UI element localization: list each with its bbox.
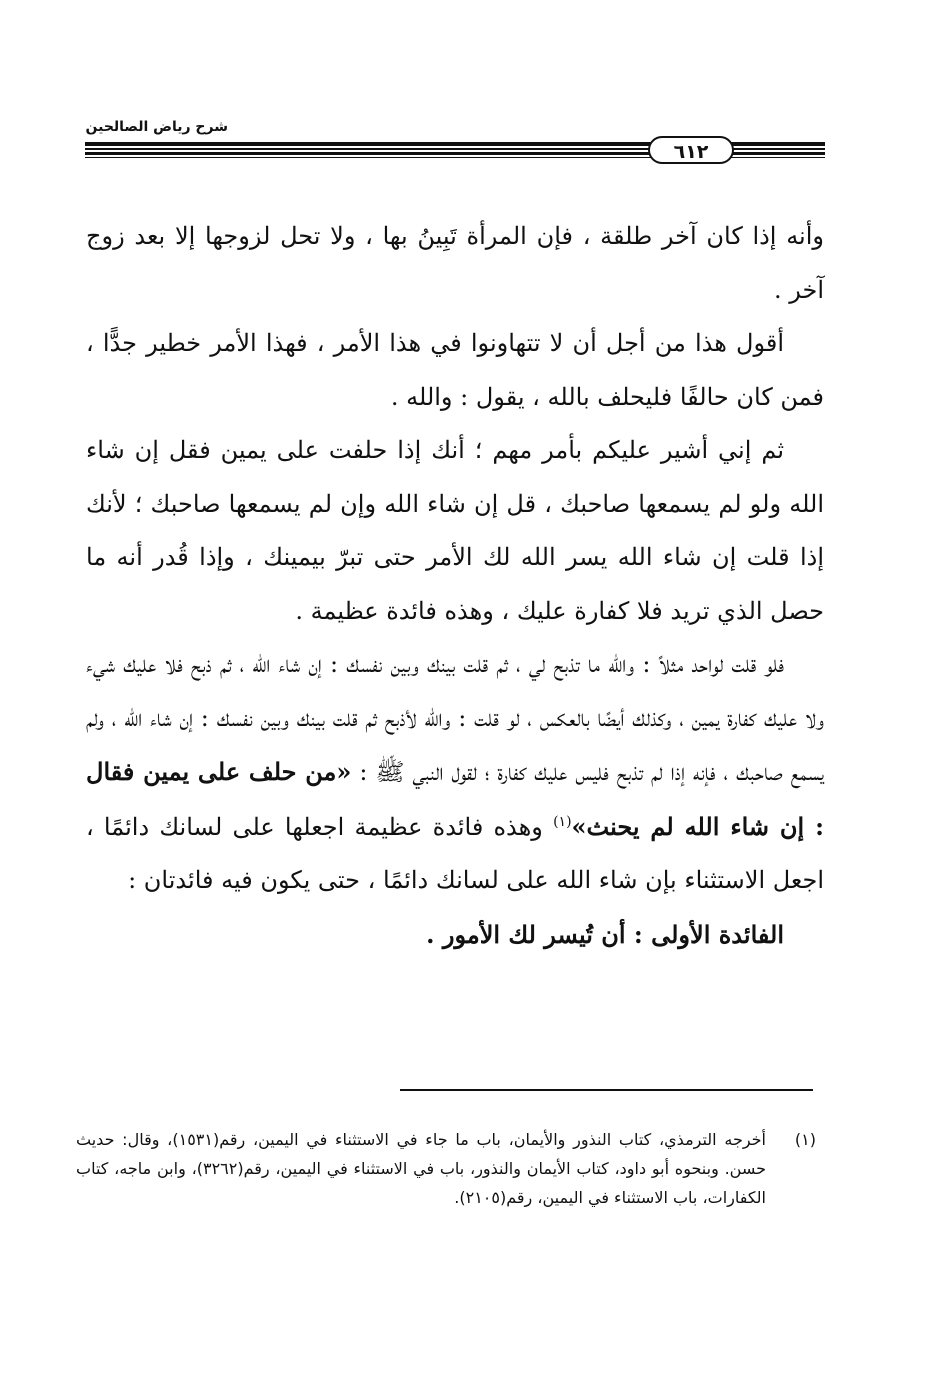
- footnote-reference: (١): [553, 813, 572, 830]
- main-text: [86, 210, 824, 961]
- running-title: شرح رياض الصالحين: [85, 119, 228, 135]
- paragraph-text: وهذه فائدة عظيمة اجعلها على لسانك دائمًا ، اجعل الاستثناء بإن شاء الله على لسانك دائمًا ، حتى يكون فيه فائدتان :: [86, 812, 824, 894]
- footnote-text: أخرجه الترمذي، كتاب النذور والأيمان، باب ما جاء في الاستثناء في اليمين، رقم(١٥٣١)، وقال: حديث حسن. وبنحوه أبو داود، كتاب الأيمان والنذور، باب في الاستثناء في اليمين، رقم(٣٢٦٢)، وابن ماجه، كتاب الكفارات، باب الاستثناء في اليمين، رقم(٢١٠٥).: [76, 1130, 766, 1207]
- paragraph: الفائدة الأولى : أن تُيسر لك الأمور .: [426, 919, 784, 949]
- paragraph: ثم إني أشير عليكم بأمر مهم ؛ أنك إذا حلفت على يمين فقل إن شاء الله ولو لم يسمعها صاحبك ، قل إن شاء الله وإن لم يسمعها صاحبك ؛ لأنك إذا قلت إن شاء الله يسر الله لك الأمر حتى تبرّ بيمينك ، وإذا قُدر أنه ما حصل الذي تريد فلا كفارة عليك ، وهذه فائدة عظيمة .: [86, 436, 824, 625]
- footnote-separator: [400, 1089, 813, 1091]
- footnote: [76, 1125, 816, 1212]
- paragraph: أقول هذا من أجل أن لا تتهاونوا في هذا الأمر ، فهذا الأمر خطير جدًّا ، فمن كان حالفًا فليحلف بالله ، يقول : والله .: [86, 329, 824, 411]
- page-number: ٦١٢: [648, 136, 734, 164]
- paragraph-text: فلو قلت لواحد مثلاً : والله ما تذبح لي ، ثم قلت بينك وبين نفسك : إن شاء الله ، ثم ذبح فلا عليك شيء ولا عليك كفارة يمين ، وكذلك أيضًا بالعكس ، لو قلت : والله لأذبح ثم قلت بينك وبين نفسك : إن شاء الله ، ولم يسمع صاحبك ، فإنه إذا لم تذبح فليس عليك كفارة ؛ لقول النبي ﷺ :: [86, 650, 824, 786]
- paragraph: وأنه إذا كان آخر طلقة ، فإن المرأة تَبِينُ بها ، ولا تحل لزوجها إلا بعد زوج آخر .: [86, 222, 824, 304]
- hadith-quote: «من حلف على يمين فقال : إن شاء الله لم يحنث»: [86, 757, 824, 841]
- footnote-marker: (١): [794, 1130, 816, 1149]
- paragraph: [86, 638, 824, 908]
